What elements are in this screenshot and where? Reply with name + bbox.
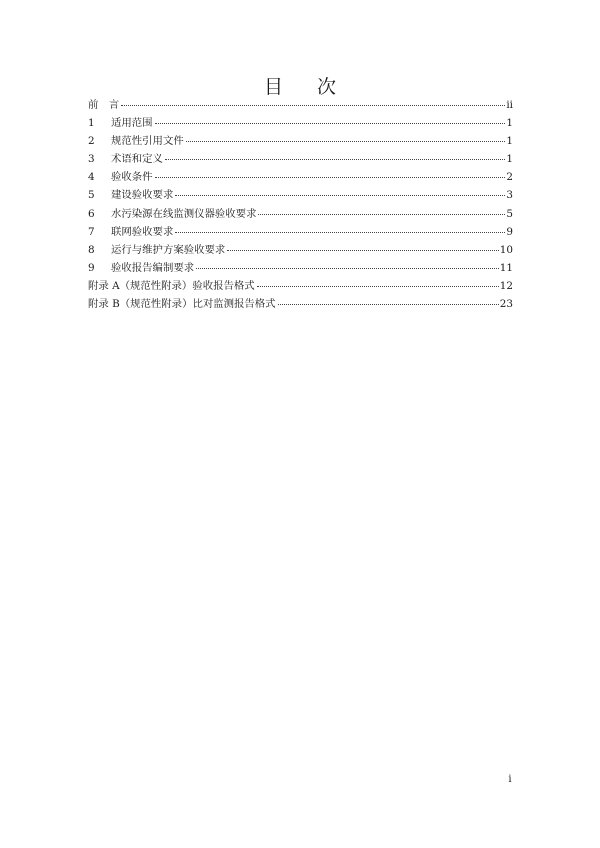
toc-entry-label: 附录 A（规范性附录）验收报告格式 <box>88 279 255 292</box>
toc-entry-2[interactable] <box>88 132 513 150</box>
toc-entry-number: 1 <box>88 117 95 130</box>
toc-leader-dots <box>155 123 506 124</box>
toc-entry-page: 1 <box>506 153 513 166</box>
toc-entry-3[interactable] <box>88 150 513 168</box>
toc-entry-label: 水污染源在线监测仪器验收要求 <box>111 207 257 220</box>
toc-entry-label: 适用范围 <box>111 117 153 130</box>
toc-entry-page: 12 <box>499 279 513 292</box>
toc-entry-number: 9 <box>88 261 95 274</box>
toc-entry-page: 1 <box>506 117 513 130</box>
toc-entry-page: 10 <box>499 243 513 256</box>
page-number: i <box>508 774 512 785</box>
toc-entry-page: 11 <box>499 261 513 274</box>
toc-leader-dots <box>175 195 505 196</box>
toc-leader-dots <box>278 304 499 305</box>
toc-entry-label: 验收报告编制要求 <box>111 261 195 274</box>
toc-entry-label: 验收条件 <box>111 171 153 184</box>
toc-leader-dots <box>227 250 498 251</box>
toc-entry-foreword[interactable] <box>88 96 513 114</box>
toc-leader-dots <box>121 105 505 106</box>
toc-entry-5[interactable] <box>88 186 513 204</box>
toc-leader-dots <box>175 232 505 233</box>
toc-entry-8[interactable] <box>88 241 513 259</box>
toc-entry-label: 附录 B（规范性附录）比对监测报告格式 <box>88 298 276 311</box>
toc-entry-number: 5 <box>88 189 95 202</box>
toc-leader-dots <box>165 159 505 160</box>
toc-entry-page: 23 <box>499 298 513 311</box>
toc-entry-4[interactable] <box>88 168 513 186</box>
toc-leader-dots <box>257 286 499 287</box>
toc-entry-number: 2 <box>88 135 95 148</box>
toc-title: 目 次 <box>263 76 351 98</box>
toc-entry-label: 建设验收要求 <box>111 189 174 202</box>
toc-entry-label: 联网验收要求 <box>111 225 174 238</box>
toc-entry-number: 4 <box>88 171 95 184</box>
toc-entry-1[interactable] <box>88 114 513 132</box>
toc-entry-appendix-a[interactable] <box>88 277 513 295</box>
toc-entry-page: 5 <box>506 207 513 220</box>
toc-entry-number: 3 <box>88 153 95 166</box>
toc-entry-appendix-b[interactable] <box>88 295 513 313</box>
toc-entry-number: 7 <box>88 225 95 238</box>
toc-entry-7[interactable] <box>88 223 513 241</box>
toc-leader-dots <box>196 268 499 269</box>
table-of-contents <box>88 96 513 313</box>
toc-leader-dots <box>155 177 506 178</box>
toc-entry-label: 前 言 <box>88 99 120 111</box>
toc-leader-dots <box>186 141 506 142</box>
toc-entry-page: 9 <box>506 225 513 238</box>
toc-entry-page: 2 <box>506 171 513 184</box>
toc-entry-page: 1 <box>506 135 513 148</box>
toc-leader-dots <box>258 214 505 215</box>
toc-entry-number: 6 <box>88 207 95 220</box>
toc-entry-label: 运行与维护方案验收要求 <box>111 243 226 256</box>
toc-entry-6[interactable] <box>88 205 513 223</box>
toc-entry-page: ii <box>506 99 513 111</box>
toc-entry-label: 术语和定义 <box>111 153 163 166</box>
toc-entry-label: 规范性引用文件 <box>111 135 184 148</box>
toc-entry-number: 8 <box>88 243 95 256</box>
toc-entry-9[interactable] <box>88 259 513 277</box>
toc-entry-page: 3 <box>506 189 513 202</box>
